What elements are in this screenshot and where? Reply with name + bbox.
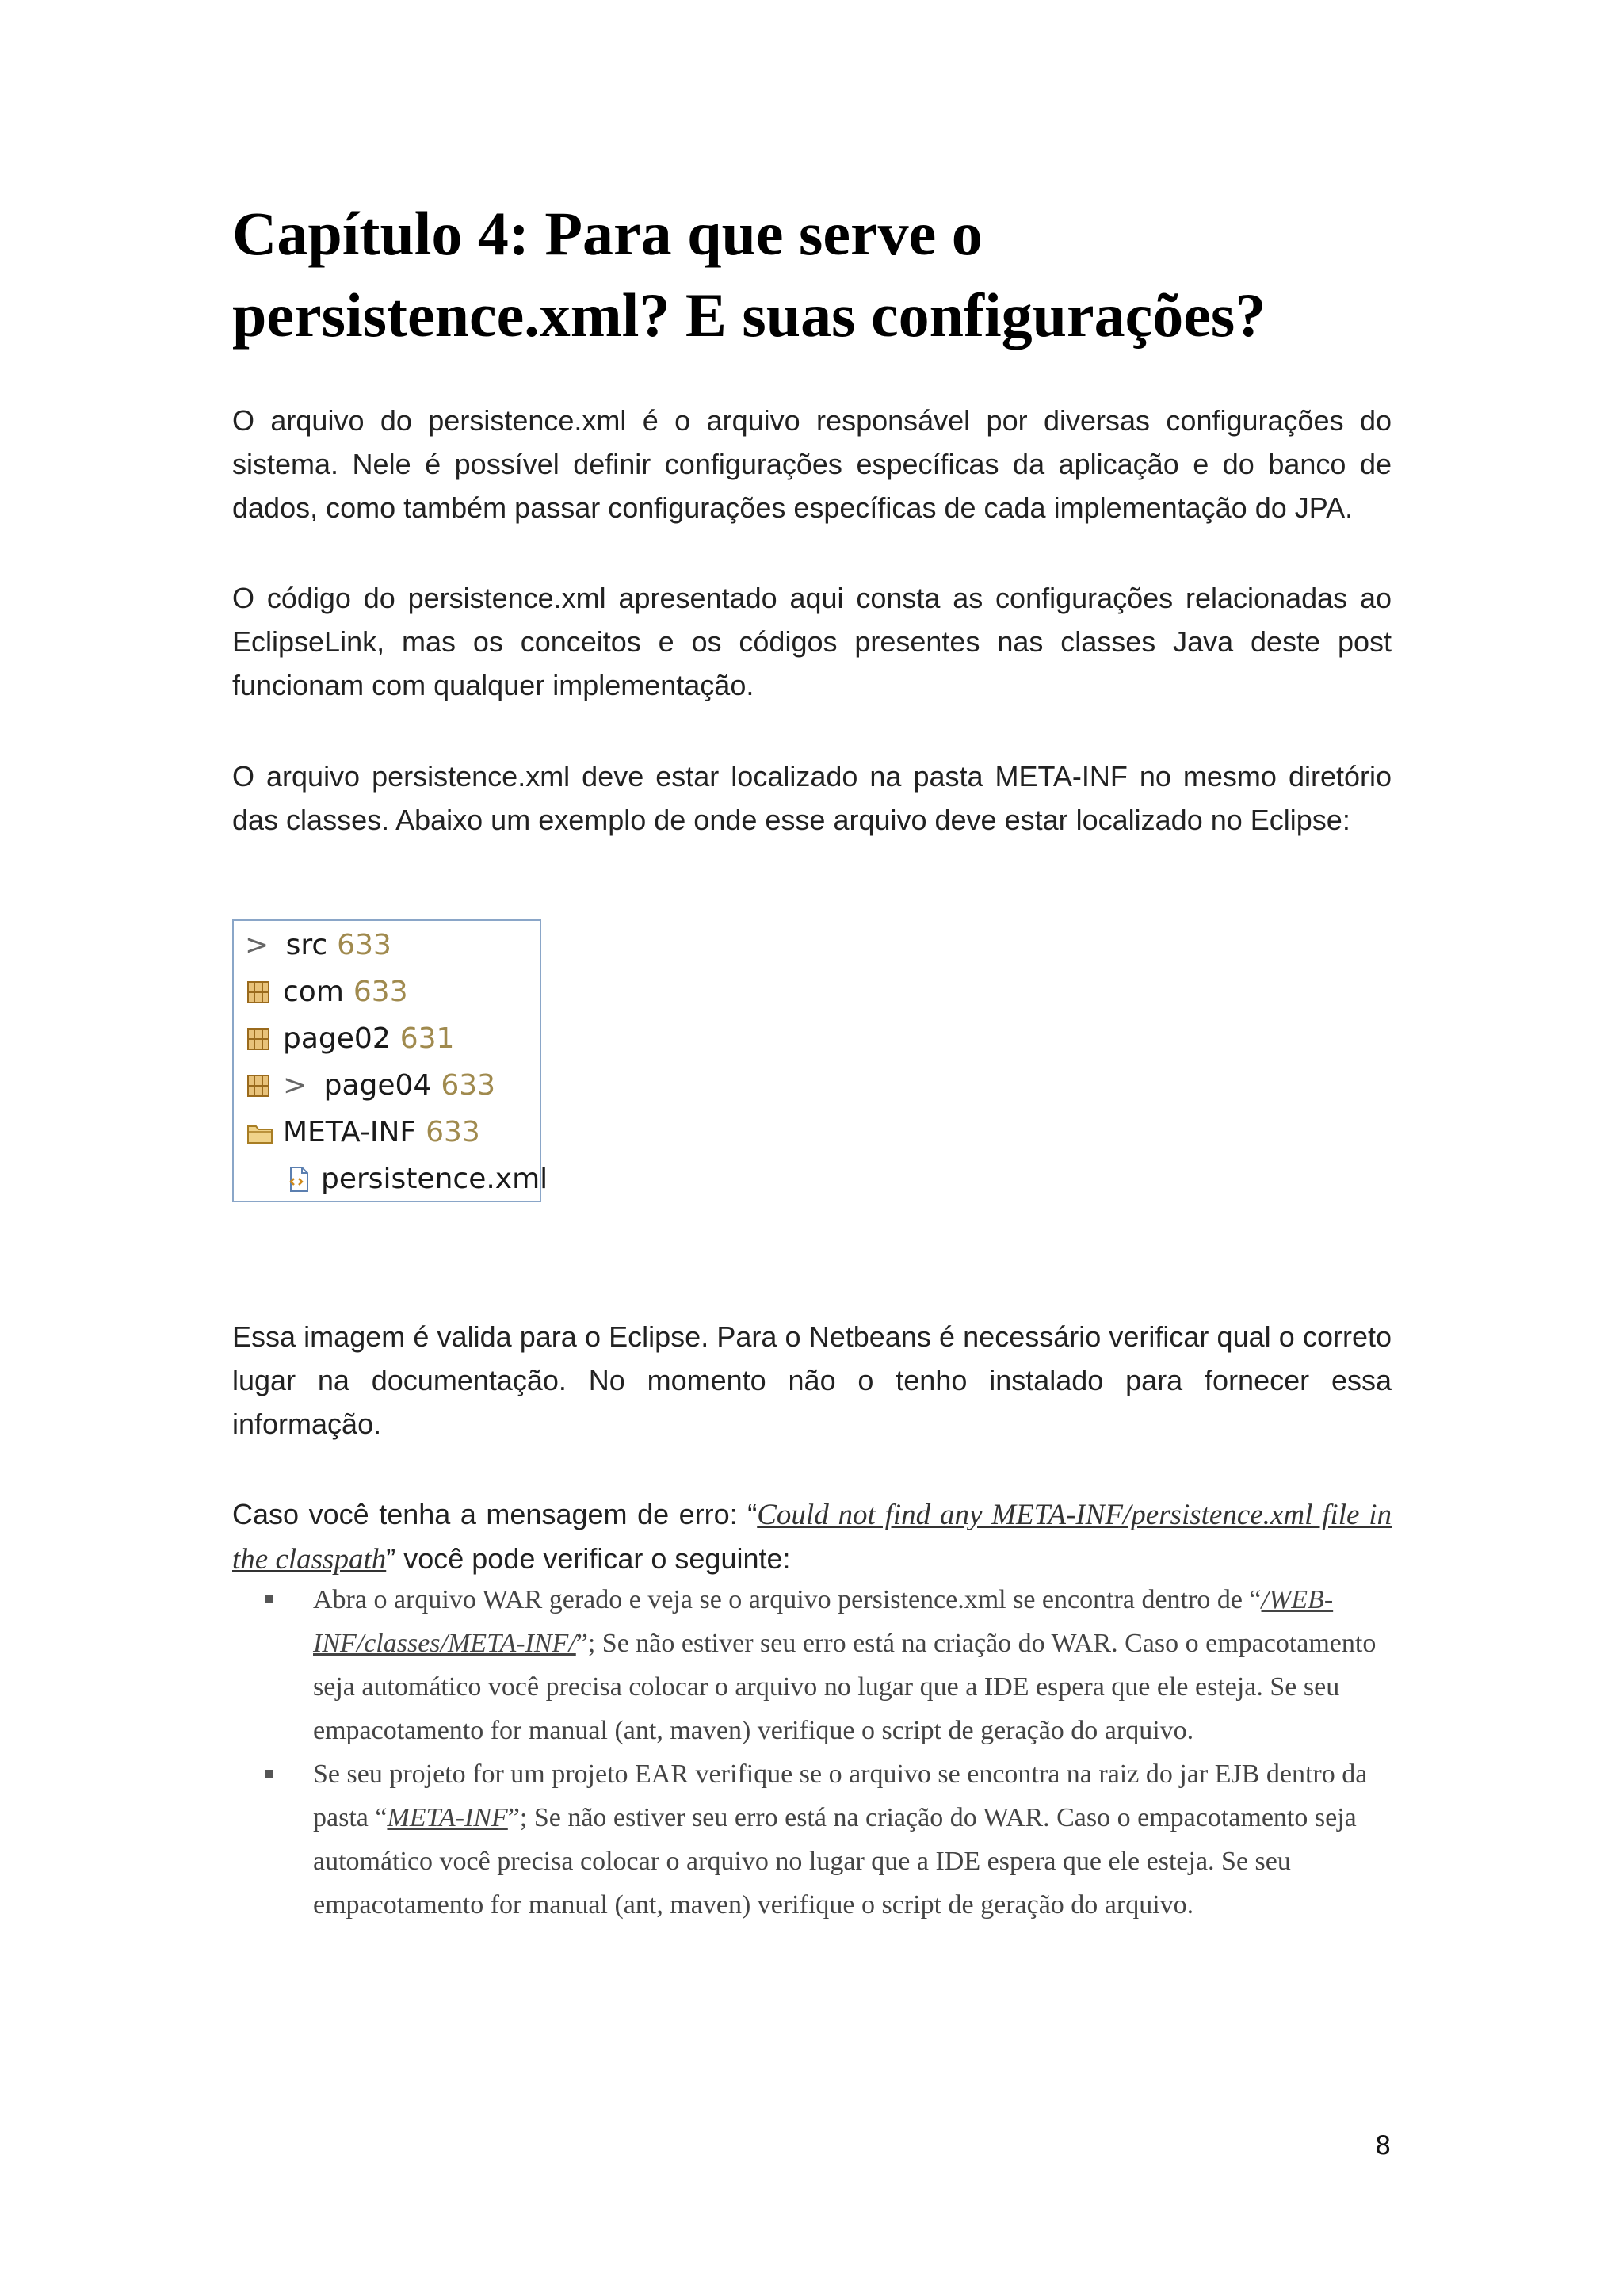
paragraph-intro: O arquivo do persistence.xml é o arquivo responsável por diversas configurações do sistema. Nele é possível definir configurações específicas da aplicação e do banco de dados, como também passar configurações específicas de cada implementação do JPA. [232,404,1392,524]
tree-item-count: 633 [353,976,408,1008]
tree-item-label: page04 [323,1069,432,1102]
list-item [232,1752,1392,1927]
tree-item-count: 631 [399,1022,455,1055]
error-suffix: ” você pode verificar o seguinte: [386,1542,791,1575]
path-link[interactable]: META-INF [387,1803,508,1832]
checklist [232,1578,1392,1927]
eclipse-project-tree [232,919,548,1202]
tree-item-label: META-INF [283,1116,417,1148]
tree-item-label: src [285,929,328,961]
error-message-link[interactable]: Could not find any META-INF/persistence.xml file in the classpath [232,1499,1392,1576]
tree-item-count: 633 [337,929,391,961]
tree-item-persistence-xml [286,1159,548,1199]
tree-marker: > [283,1069,316,1102]
tree-item-com [246,972,408,1012]
tree-item-meta-inf [246,1113,480,1152]
package-icon [246,1074,270,1098]
path-link[interactable]: /WEB-INF/classes/META-INF/ [313,1585,1334,1658]
package-icon [246,980,270,1004]
paragraph-netbeans: Essa imagem é valida para o Eclipse. Para o Netbeans é necessário verificar qual o correto lugar na documentação. No momento não o tenho instalado para fornecer essa informação. [232,1320,1392,1440]
error-prefix: Caso você tenha a mensagem de erro: “ [232,1498,758,1530]
list-item [232,1578,1392,1752]
paragraph-error [232,1492,1392,1581]
tree-item-label: persistence.xml [321,1163,548,1195]
bullet-icon [265,1595,273,1603]
list-text: Abra o arquivo WAR gerado e veja se o arquivo persistence.xml se encontra dentro de “ [313,1585,1262,1614]
tree-item-src [245,926,391,965]
tree-item-page02 [246,1019,454,1059]
tree-marker: > [245,929,278,961]
bullet-icon [265,1770,273,1778]
tree-item-label: page02 [283,1022,391,1055]
list-text: ”; Se não estiver seu erro está na criação do WAR. Caso o empacotamento seja automático você precisa colocar o arquivo no lugar que a IDE espera que ele esteja. Se seu empacotamento for manual (ant, maven) verifique o script de geração do arquivo. [313,1629,1377,1745]
paragraph-location: O arquivo persistence.xml deve estar localizado na pasta META-INF no mesmo diretório das classes. Abaixo um exemplo de onde esse arquivo deve estar localizado no Eclipse: [232,760,1392,836]
tree-item-label: com [283,976,344,1008]
tree-item-count: 633 [441,1069,496,1102]
xml-file-icon [286,1166,310,1193]
chapter-title: Capítulo 4: Para que serve o persistence.xml? E suas configurações? [232,199,1266,350]
paragraph-eclipselink: O código do persistence.xml apresentado aqui consta as configurações relacionadas ao EclipseLink, mas os conceitos e os códigos presentes nas classes Java deste post funcionam com qualquer implementação. [232,582,1392,701]
tree-item-count: 633 [426,1116,480,1148]
list-text: ”; Se não estiver seu erro está na criação do WAR. Caso o empacotamento seja automático você precisa colocar o arquivo no lugar que a IDE espera que ele esteja. Se seu empacotamento for manual (ant, maven) verifique o script de geração do arquivo. [313,1803,1357,1920]
page-number: 8 [1375,2130,1392,2160]
package-icon [246,1027,270,1051]
folder-icon [246,1122,273,1144]
tree-item-page04 [246,1066,495,1106]
list-text: Se seu projeto for um projeto EAR verifique se o arquivo se encontra na raiz do jar EJB dentro da pasta “ [313,1759,1368,1832]
